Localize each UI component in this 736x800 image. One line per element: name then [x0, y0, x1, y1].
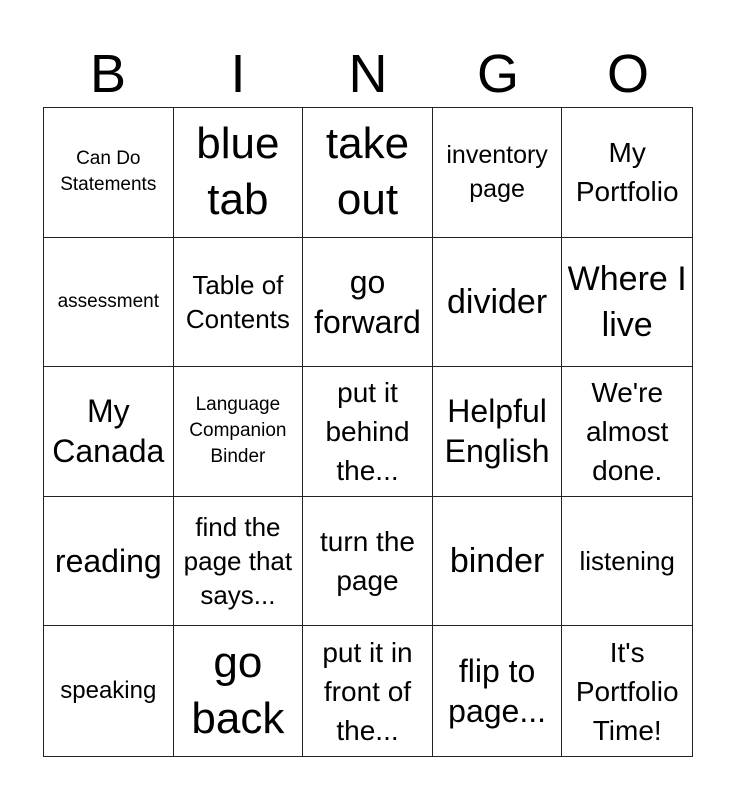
bingo-cell[interactable]: [44, 367, 174, 497]
cell-text: My Canada: [52, 393, 165, 470]
header-letter-b: B: [89, 44, 127, 104]
cell-text: My Portfolio: [575, 137, 679, 208]
bingo-cell[interactable]: [174, 238, 304, 368]
cell-text: inventory page: [446, 141, 548, 204]
bingo-cell[interactable]: [174, 367, 304, 497]
cell-text: Language Companion Binder: [189, 394, 287, 468]
bingo-cell[interactable]: [433, 238, 563, 368]
cell-text: Table of Contents: [185, 269, 290, 334]
cell-text: put it in front of the...: [322, 636, 413, 746]
cell-text: find the page that says...: [183, 512, 293, 611]
cell-text: reading: [54, 543, 162, 580]
cell-text: Helpful English: [444, 393, 550, 470]
bingo-cell[interactable]: [433, 108, 563, 238]
cell-text: go forward: [314, 263, 421, 340]
bingo-cell[interactable]: [433, 367, 563, 497]
bingo-cell[interactable]: [174, 108, 304, 238]
cell-text: take out: [325, 119, 410, 225]
bingo-cell[interactable]: [303, 497, 433, 627]
bingo-cell[interactable]: [174, 626, 304, 756]
bingo-cell[interactable]: [174, 497, 304, 627]
cell-text: binder: [449, 542, 545, 581]
cell-text: turn the page: [320, 526, 415, 597]
header-letter-n: N: [348, 44, 388, 104]
bingo-cell[interactable]: [303, 367, 433, 497]
cell-text: divider: [447, 282, 548, 321]
cell-text: Can Do Statements: [60, 148, 157, 196]
header-letter-g: G: [476, 44, 519, 104]
bingo-cell[interactable]: [303, 108, 433, 238]
bingo-cell[interactable]: [562, 626, 692, 756]
cell-text: Where I live: [567, 259, 687, 344]
bingo-cell[interactable]: [562, 497, 692, 627]
cell-text: listening: [579, 546, 675, 577]
bingo-cell[interactable]: [44, 238, 174, 368]
cell-text: We're almost done.: [585, 376, 669, 486]
cell-text: go back: [191, 638, 285, 744]
bingo-cell[interactable]: [562, 238, 692, 368]
bingo-cell[interactable]: [44, 497, 174, 627]
bingo-cell[interactable]: [562, 108, 692, 238]
cell-text: put it behind the...: [325, 376, 410, 486]
header-letter-o: O: [606, 44, 649, 104]
cell-text: It's Portfolio Time!: [575, 636, 679, 746]
bingo-cell[interactable]: [562, 367, 692, 497]
bingo-board: [43, 107, 693, 757]
bingo-cell[interactable]: [303, 238, 433, 368]
bingo-header: [43, 40, 693, 108]
header-letter-i: I: [230, 44, 246, 104]
bingo-cell[interactable]: [303, 626, 433, 756]
cell-text: flip to page...: [448, 653, 547, 730]
bingo-cell[interactable]: [44, 108, 174, 238]
cell-text: speaking: [60, 677, 157, 705]
bingo-cell[interactable]: [433, 497, 563, 627]
cell-text: blue tab: [196, 119, 280, 225]
cell-text: assessment: [57, 290, 159, 312]
bingo-cell[interactable]: [44, 626, 174, 756]
bingo-cell[interactable]: [433, 626, 563, 756]
